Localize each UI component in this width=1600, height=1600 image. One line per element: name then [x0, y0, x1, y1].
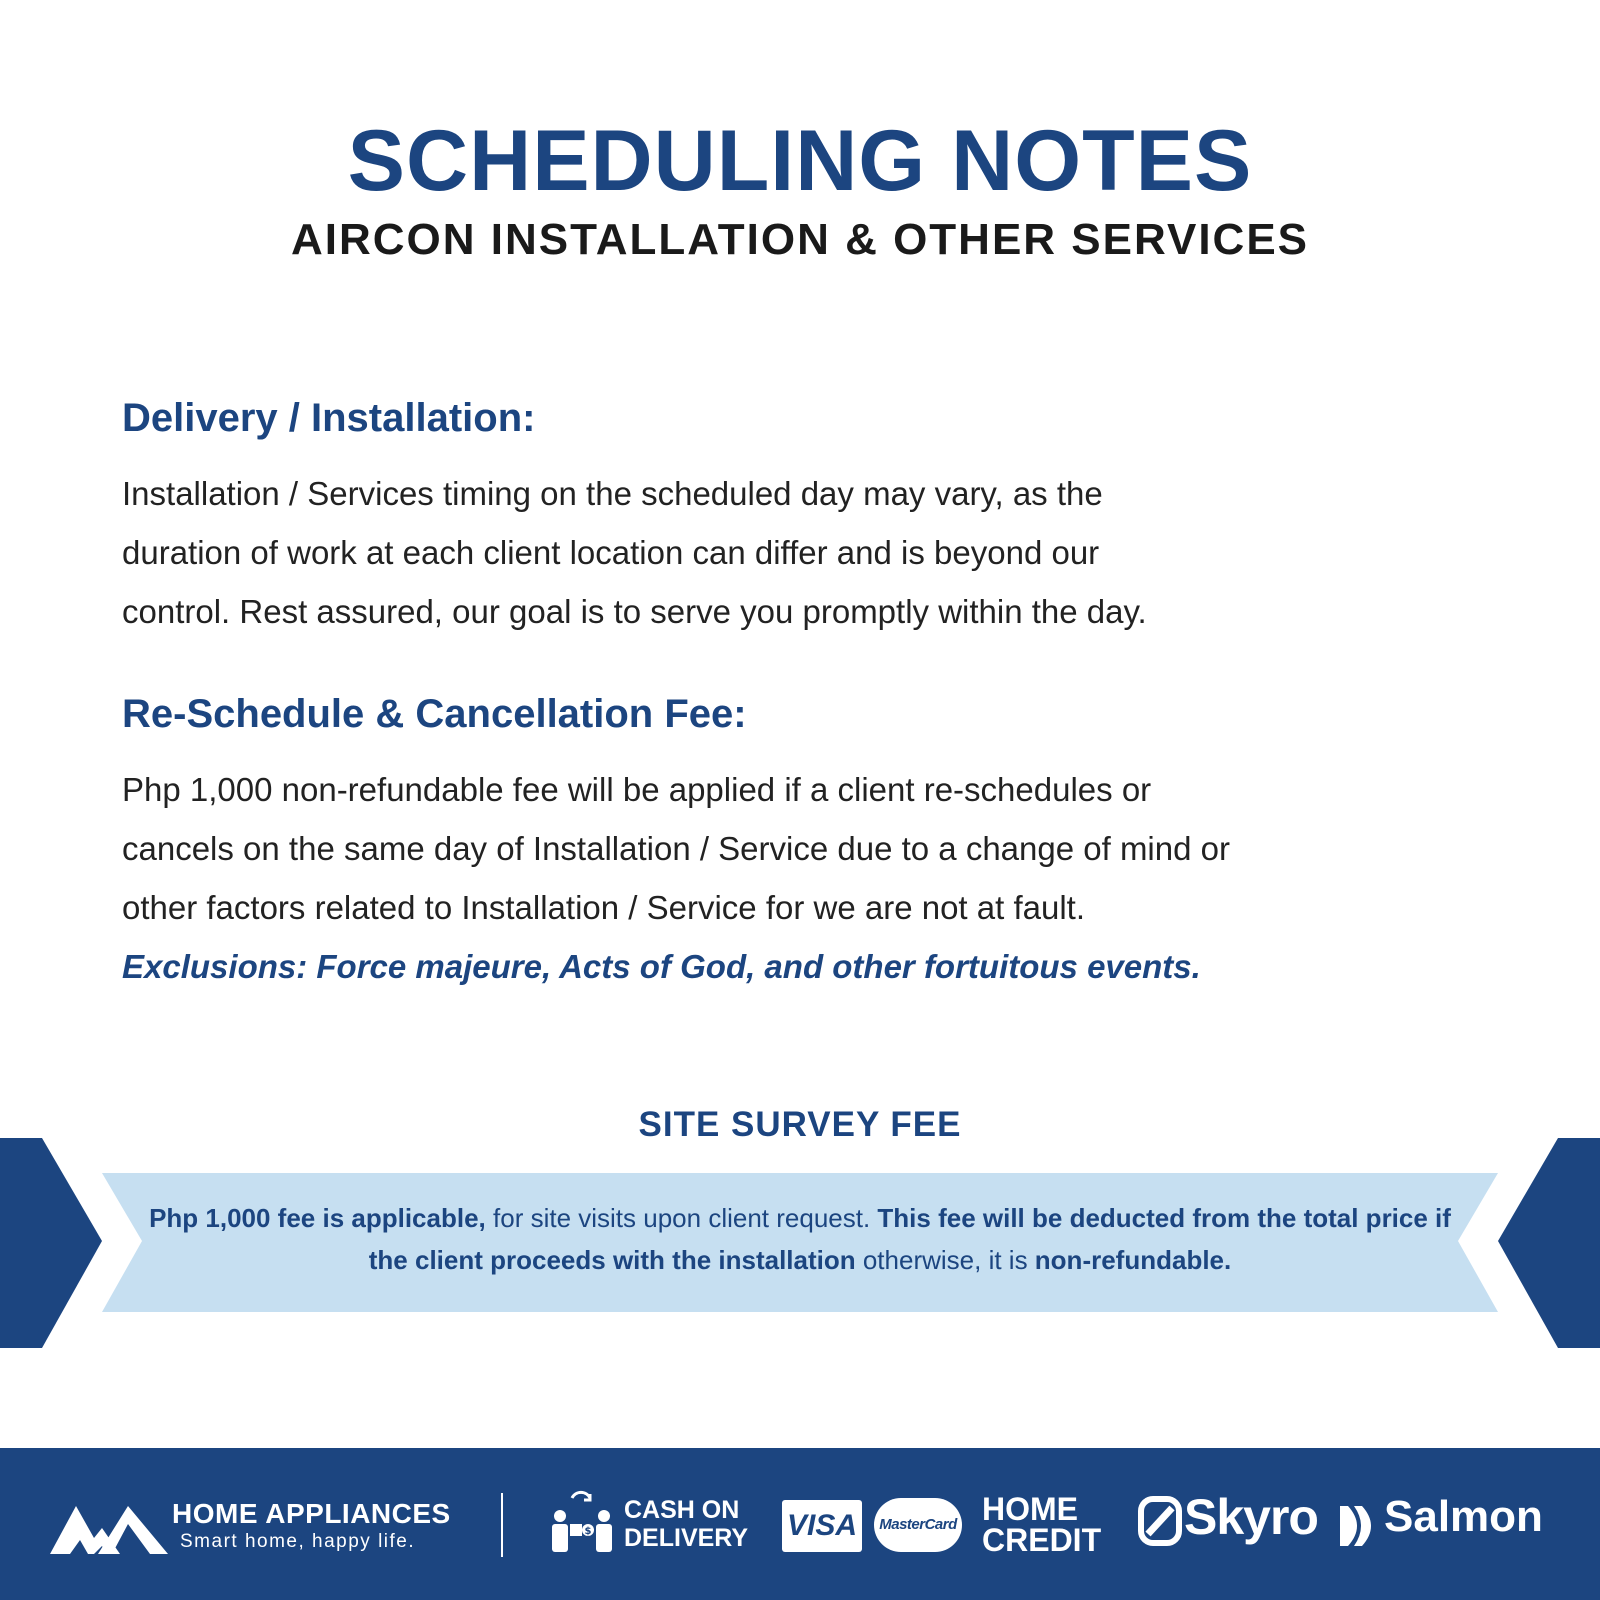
survey-bold-part: non-refundable. [1034, 1245, 1232, 1275]
salmon-logo: Salmon [1384, 1492, 1543, 1541]
section-line: other factors related to Installation / Service for we are not at fault. [122, 889, 1085, 926]
survey-bold-part: This fee will be deducted from the total price if the client proceeds with the installation [368, 1203, 1451, 1275]
home-credit-logo [982, 1491, 1102, 1558]
section-line: duration of work at each client location can differ and is beyond our [122, 534, 1100, 571]
section-line: cancels on the same day of Installation / Service due to a change of mind or [122, 830, 1230, 867]
site-survey-title: SITE SURVEY FEE [638, 1105, 962, 1144]
cash-on-delivery-label [624, 1496, 748, 1552]
cash-on-delivery-icon [548, 1490, 616, 1558]
reschedule-cancellation-section [122, 694, 1492, 996]
cod-line: DELIVERY [624, 1524, 749, 1552]
cod-line: CASH ON [624, 1496, 740, 1524]
brand-name: HOME APPLIANCES [172, 1498, 451, 1529]
skyro-logo-icon [1138, 1496, 1182, 1546]
survey-regular-part: otherwise, it is [855, 1245, 1035, 1275]
section-body [122, 760, 1492, 937]
section-line: Installation / Services timing on the scheduled day may vary, as the [122, 475, 1103, 512]
left-arrow-shape [0, 1138, 102, 1348]
page-subtitle: AIRCON INSTALLATION & OTHER SERVICES [290, 215, 1310, 264]
skyro-logo: Skyro [1184, 1489, 1318, 1545]
section-body [122, 464, 1492, 641]
brand-tagline: Smart home, happy life. [180, 1531, 416, 1552]
home-appliances-logo-icon [50, 1500, 170, 1556]
section-line: Php 1,000 non-refundable fee will be applied if a client re-schedules or [122, 771, 1152, 808]
home-credit-line: CREDIT [982, 1522, 1102, 1558]
delivery-installation-section [122, 398, 1492, 641]
salmon-logo-icon [1340, 1506, 1378, 1546]
svg-text:$: $ [584, 1526, 592, 1537]
page-title: SCHEDULING NOTES [347, 113, 1253, 209]
right-arrow-shape [1498, 1138, 1600, 1348]
visa-logo: VISA [782, 1500, 862, 1552]
survey-regular-part: for site visits upon client request. [485, 1203, 878, 1233]
section-heading: Delivery / Installation: [122, 396, 536, 440]
site-survey-text [130, 1197, 1470, 1281]
footer-divider [501, 1493, 503, 1557]
exclusions-note: Exclusions: Force majeure, Acts of God, and other fortuitous events. [122, 948, 1201, 985]
section-line: control. Rest assured, our goal is to serve you promptly within the day. [122, 593, 1147, 630]
home-credit-line: HOME [982, 1491, 1078, 1527]
mastercard-logo: MasterCard [874, 1498, 962, 1552]
footer-bar [0, 1448, 1600, 1600]
survey-bold-part: Php 1,000 fee is applicable, [149, 1203, 486, 1233]
section-heading: Re-Schedule & Cancellation Fee: [122, 692, 747, 736]
